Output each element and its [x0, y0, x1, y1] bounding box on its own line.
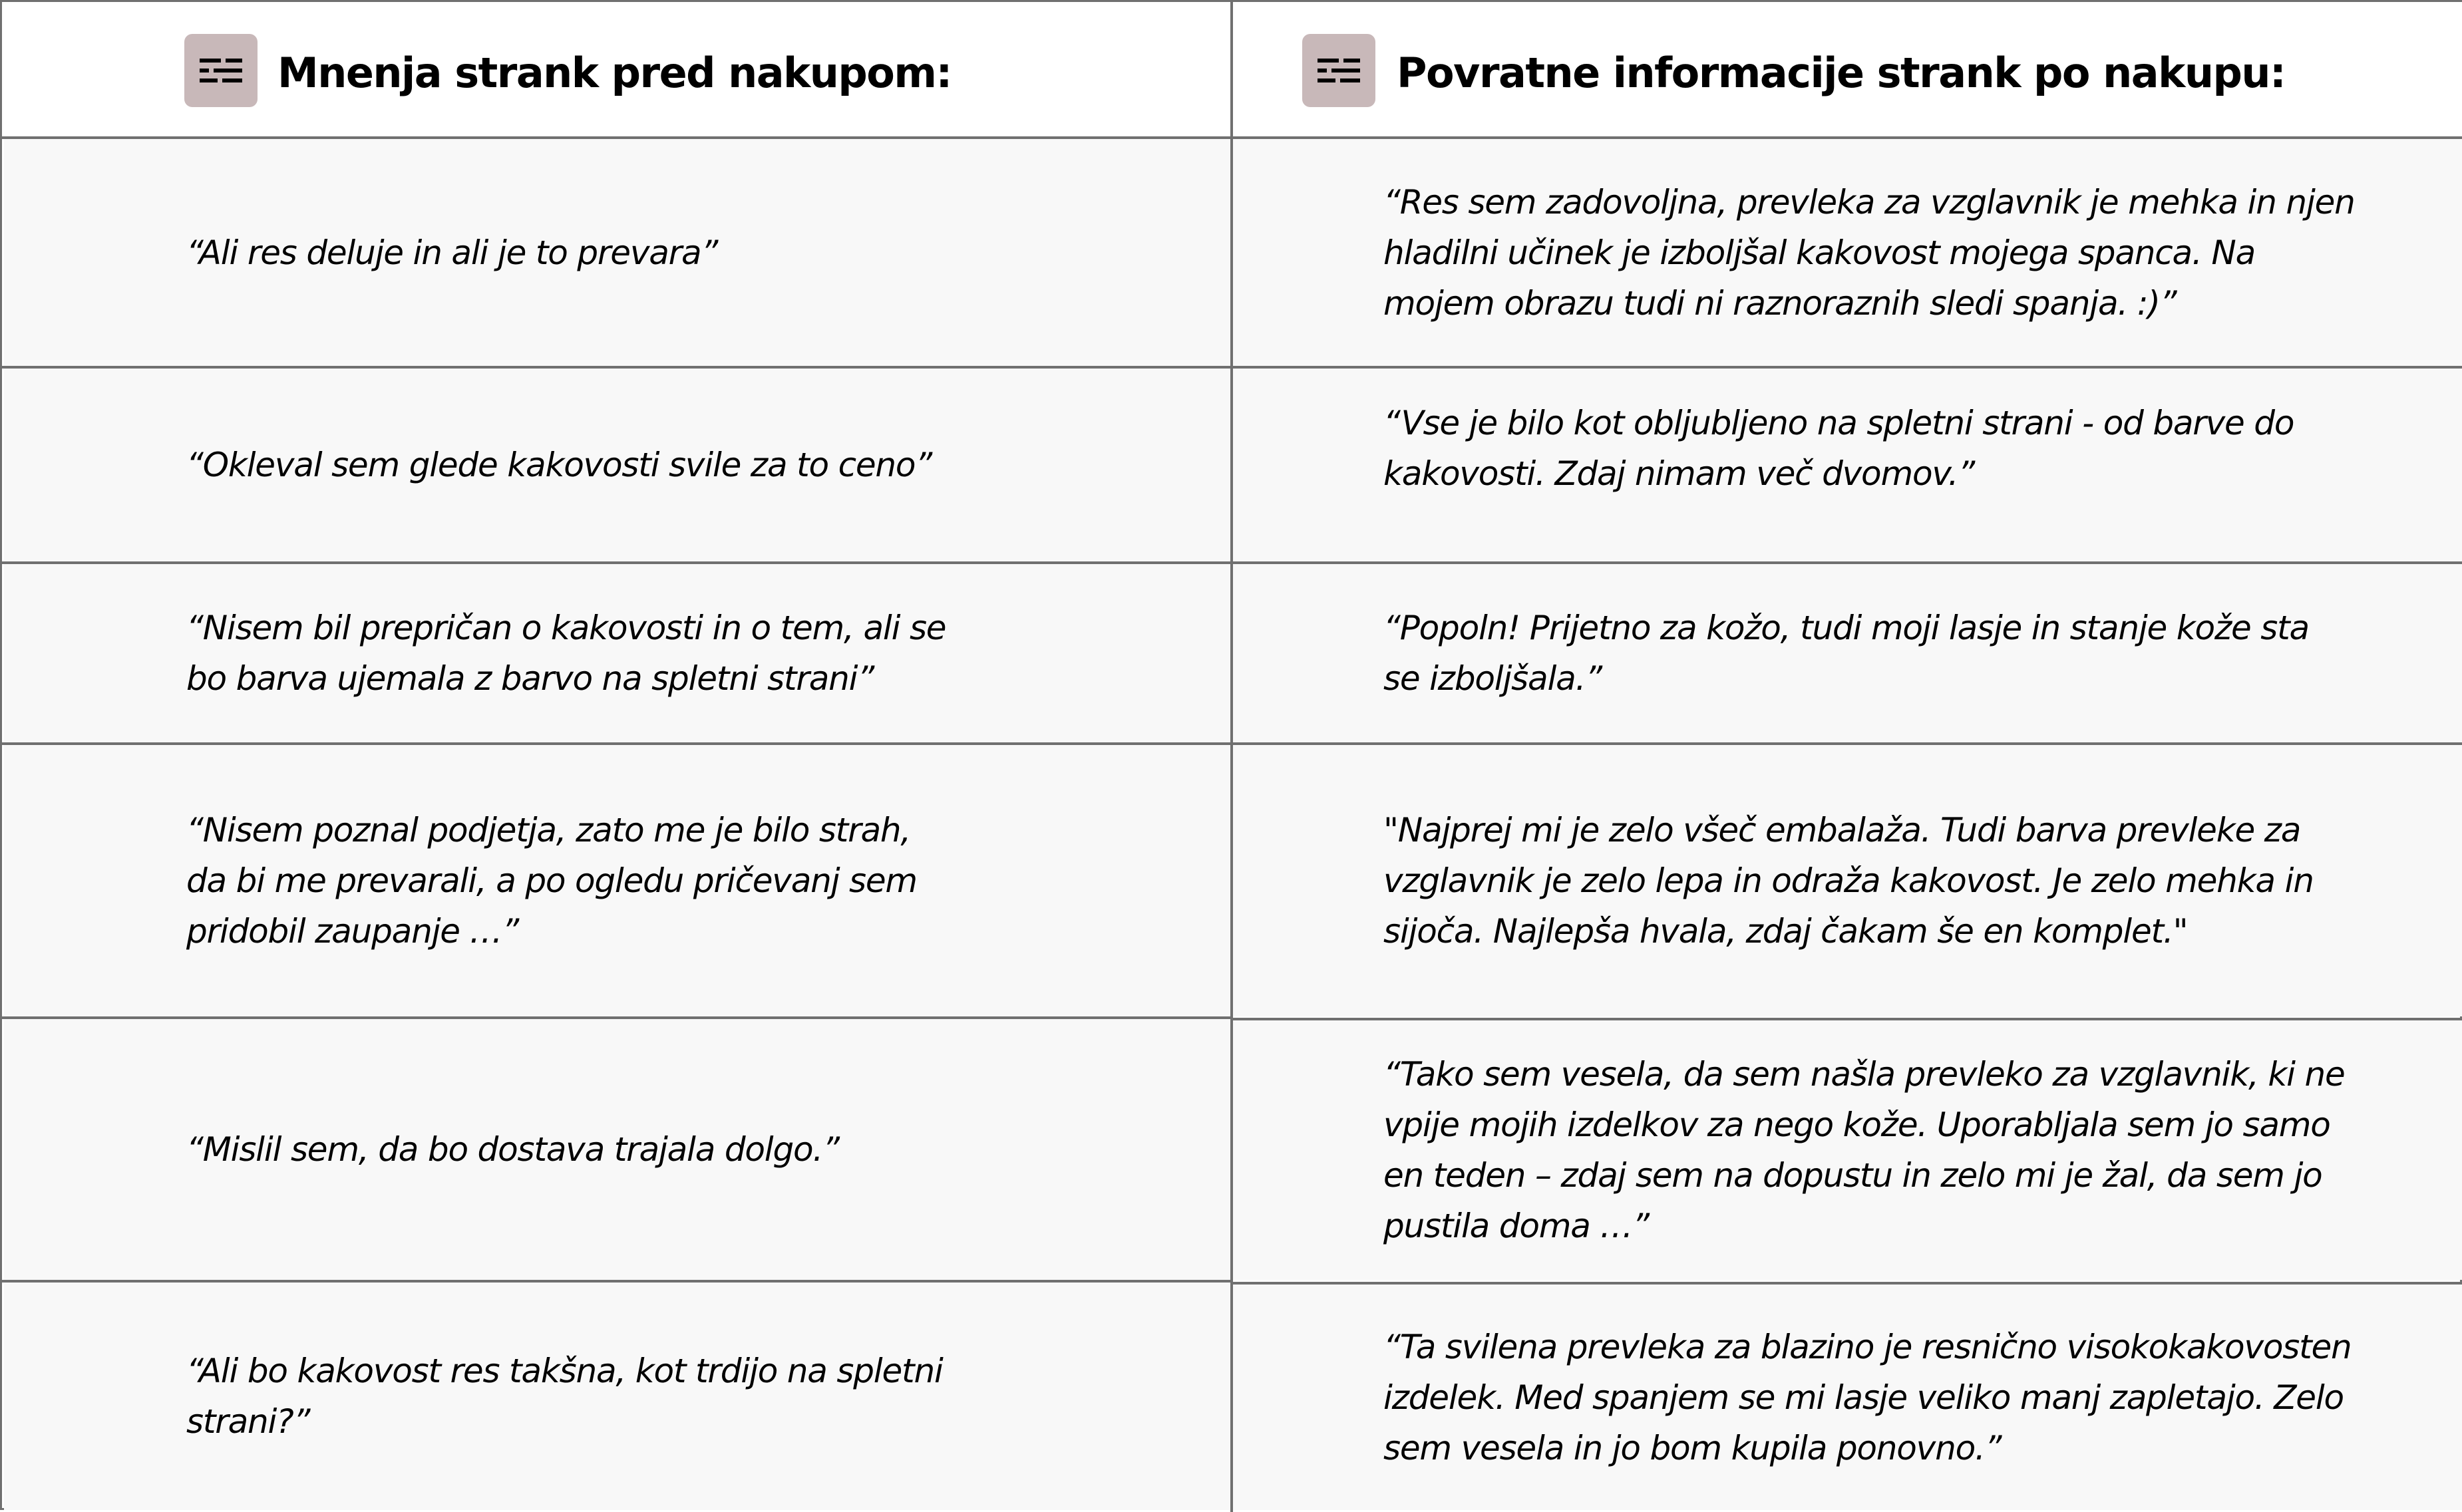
row-divider: [1233, 366, 2462, 369]
table-cell-before: [4, 745, 1230, 1016]
column-divider: [1230, 2, 1233, 1512]
customer-quote: "Najprej mi je zelo všeč embalaža. Tudi barva prevleke za vzglavnik je zelo lepa in odraža kakovost. Je zelo mehka in sijoča. Najlepša hvala, zdaj čakam še en komplet.": [1383, 811, 2314, 951]
column-title: Mnenja strank pred nakupom:: [277, 49, 952, 97]
row-divider: [1233, 742, 2462, 745]
row-divider: [2, 561, 1230, 564]
customer-quote: “Nisem bil prepričan o kakovosti in o tem, ali se bo barva ujemala z barvo na spletni strani”: [186, 609, 946, 698]
table-cell-after: [1233, 369, 2462, 561]
column-header-after: [1233, 2, 2462, 138]
table-cell-after: [1233, 1020, 2462, 1280]
customer-quote: “Ali res deluje in ali je to prevara”: [186, 233, 718, 272]
table-cell-after: [1233, 564, 2462, 742]
row-divider: [2, 136, 1230, 139]
row-divider: [2, 366, 1230, 369]
row-divider: [2, 1016, 1230, 1019]
list-dash-icon: [184, 34, 258, 107]
table-cell-before: [4, 564, 1230, 742]
table-cell-after: [1233, 745, 2462, 1016]
table-cell-before: [4, 369, 1230, 561]
customer-quote: “Tako sem vesela, da sem našla prevleko za vzglavnik, ki ne vpije mojih izdelkov za nego kože. Uporabljala sem jo samo en teden – zdaj sem na dopustu in zelo mi je žal, da sem jo pustila doma …”: [1383, 1055, 2345, 1245]
row-divider: [1233, 561, 2462, 564]
row-divider: [1233, 1018, 2462, 1020]
row-divider: [1233, 136, 2462, 139]
table-cell-before: [4, 139, 1230, 366]
row-divider: [2, 1280, 1230, 1283]
customer-quote: “Ta svilena prevleka za blazino je resnično visokokakovosten izdelek. Med spanjem se mi lasje veliko manj zapletajo. Zelo sem vesela in jo bom kupila ponovno.”: [1383, 1327, 2352, 1467]
list-dash-icon: [1302, 34, 1375, 107]
row-divider: [2, 742, 1230, 745]
row-divider: [1233, 1282, 2462, 1285]
customer-quote: “Res sem zadovoljna, prevleka za vzglavnik je mehka in njen hladilni učinek je izboljšal kakovost mojega spanca. Na mojem obrazu tudi ni raznoraznih sledi spanja. :)”: [1383, 182, 2355, 323]
customer-quote: “Mislil sem, da bo dostava trajala dolgo.”: [186, 1130, 839, 1169]
column-title: Povratne informacije strank po nakupu:: [1397, 49, 2286, 97]
column-header-before: [2, 2, 1230, 138]
customer-quote: “Ali bo kakovost res takšna, kot trdijo na spletni strani?”: [186, 1352, 943, 1441]
customer-quote: “Okleval sem glede kakovosti svile za to ceno”: [186, 446, 932, 484]
table-cell-after: [1233, 1285, 2462, 1510]
customer-quote: “Popoln! Prijetno za kožo, tudi moji lasje in stanje kože sta se izboljšala.”: [1383, 609, 2309, 698]
table-cell-before: [4, 1283, 1230, 1510]
customer-quote: “Vse je bilo kot obljubljeno na spletni strani - od barve do kakovosti. Zdaj nimam več dvomov.”: [1383, 404, 2294, 493]
table-cell-after: [1233, 139, 2462, 366]
table-cell-before: [4, 1019, 1230, 1280]
customer-quote: “Nisem poznal podjetja, zato me je bilo strah, da bi me prevarali, a po ogledu pričevanj sem pridobil zaupanje …”: [186, 811, 917, 951]
